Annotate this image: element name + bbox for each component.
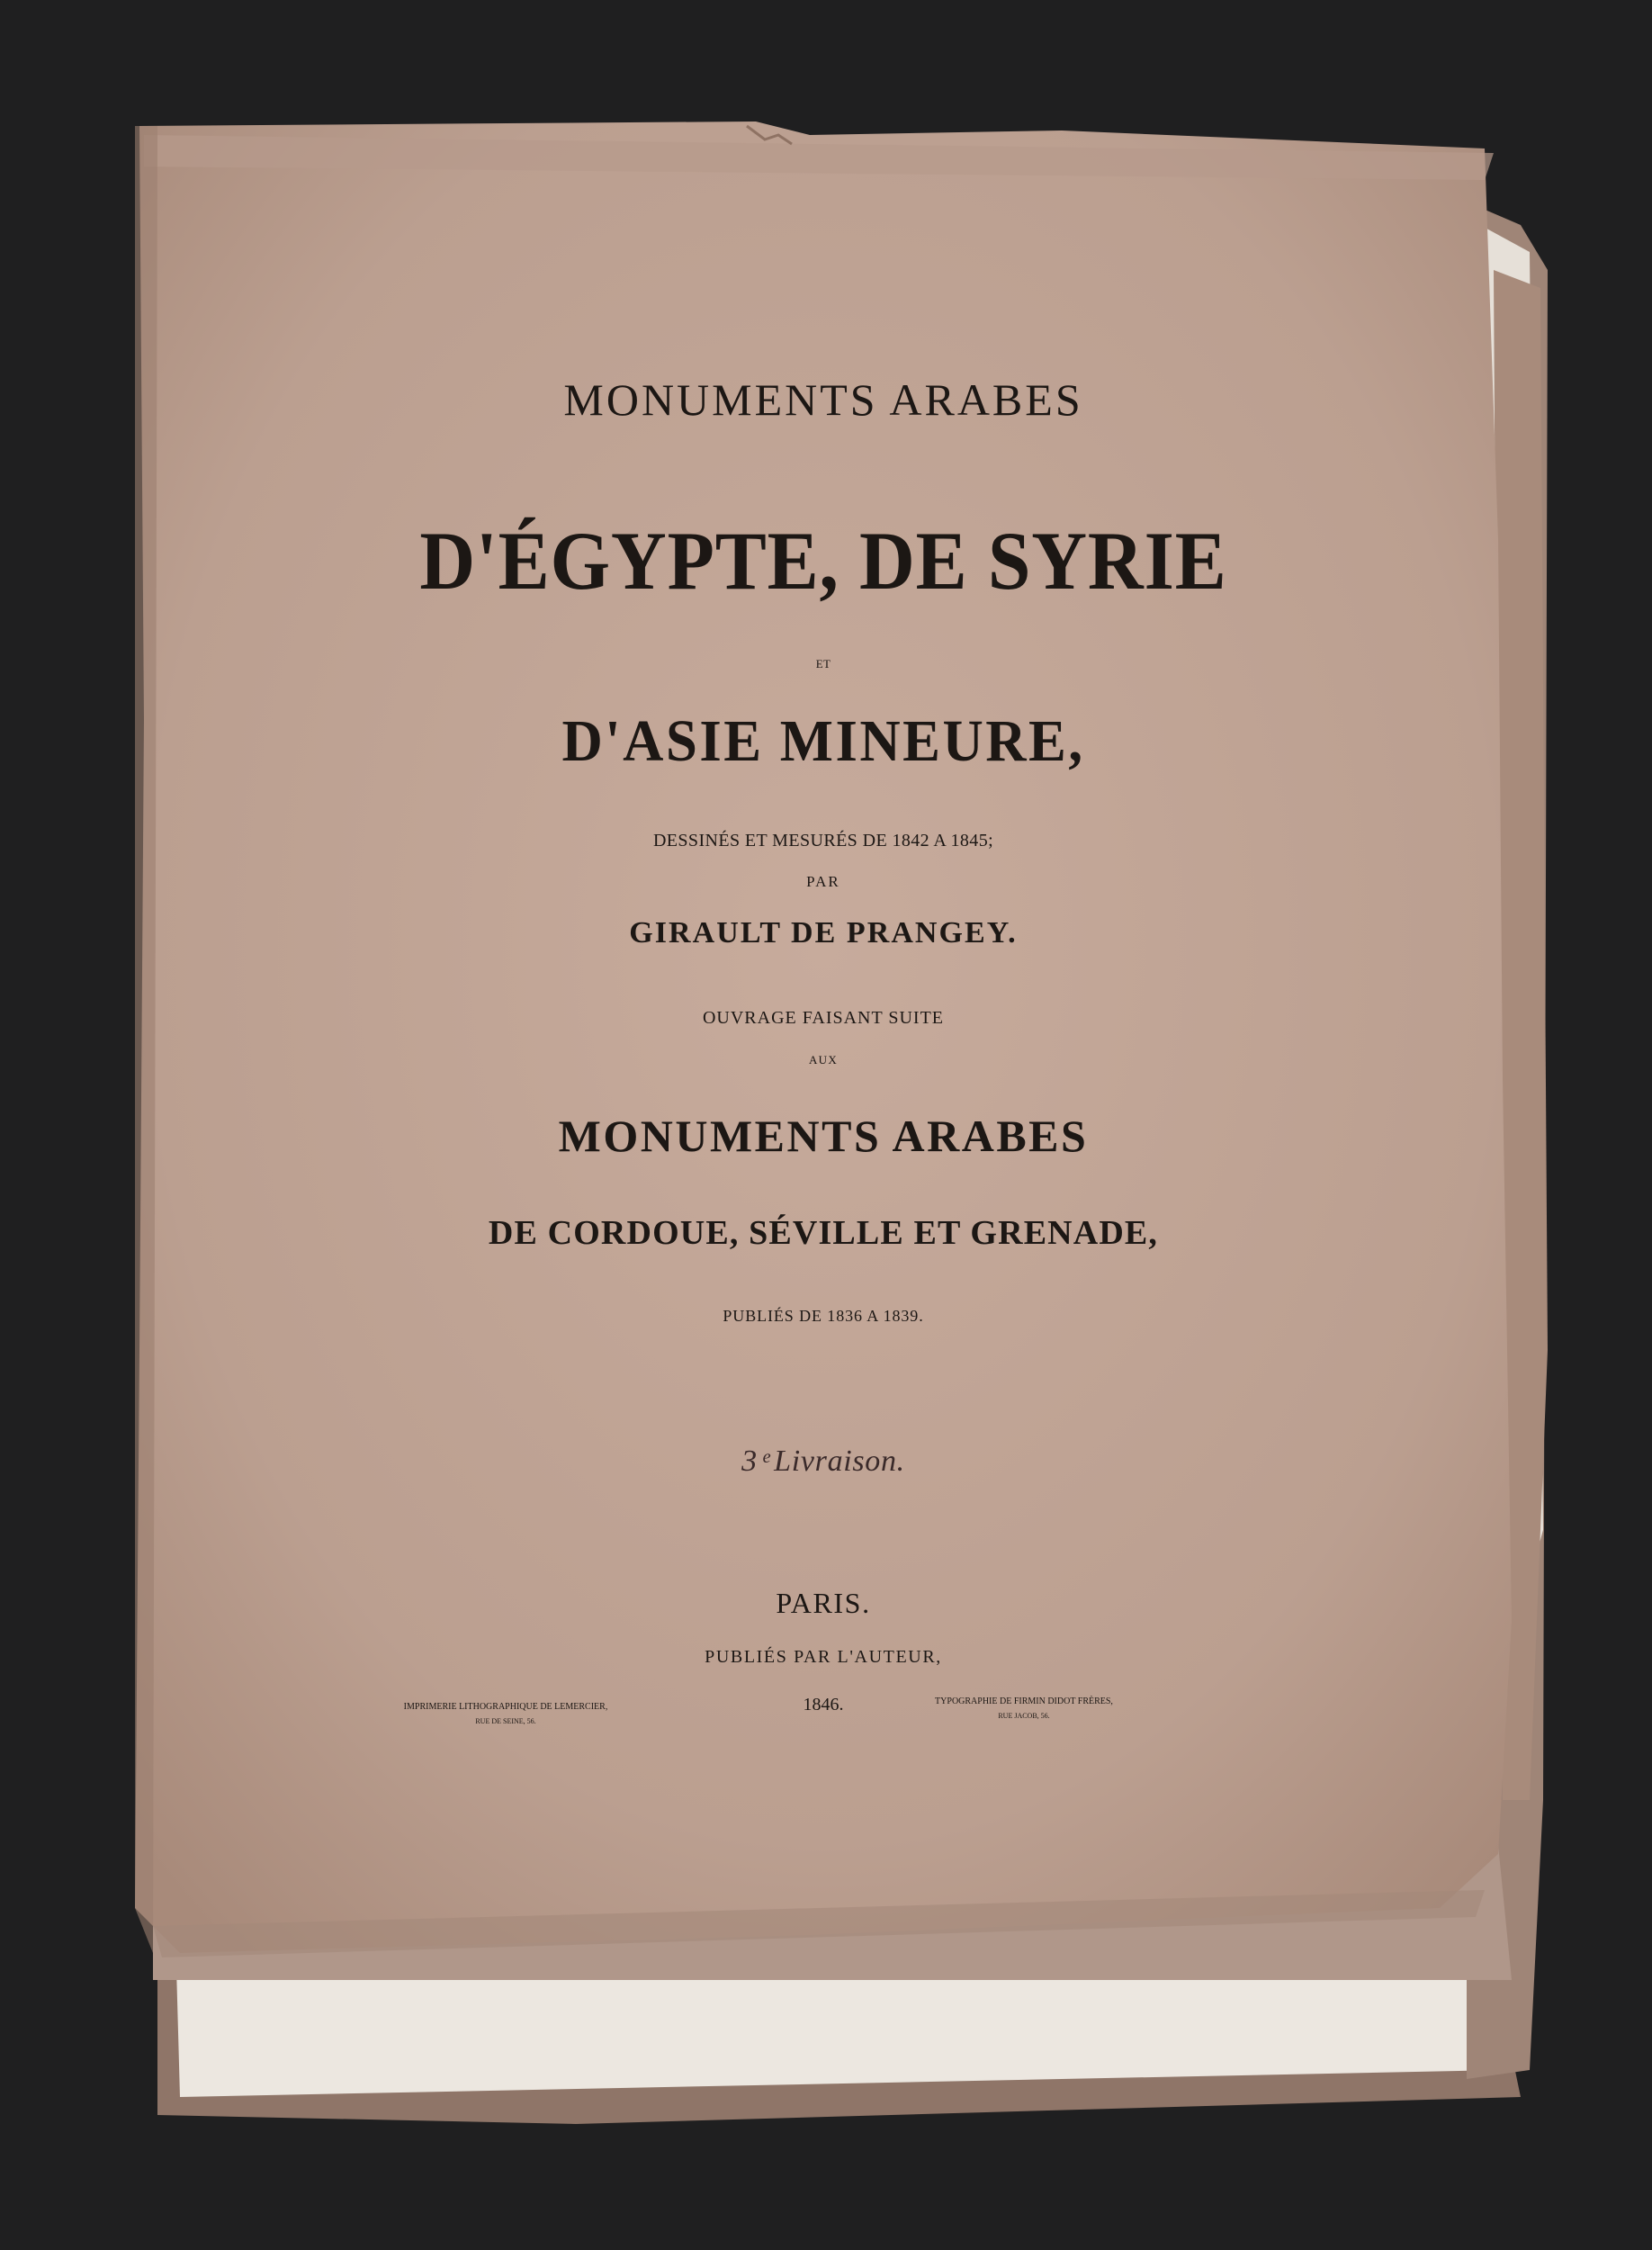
livraison-handwritten: 3 ͤ Livraison. bbox=[741, 1444, 905, 1478]
series-places: DE CORDOUE, SÉVILLE ET GRENADE, bbox=[488, 1214, 1159, 1252]
title-page bbox=[135, 117, 1512, 1953]
subtitle-dates: DESSINÉS ET MESURÉS DE 1842 A 1845; bbox=[652, 831, 994, 850]
imprint-right bbox=[889, 1695, 1159, 1724]
city: PARIS. bbox=[776, 1587, 871, 1619]
series-title: MONUMENTS ARABES bbox=[558, 1111, 1089, 1161]
title-main: D'ÉGYPTE, DE SYRIE bbox=[419, 515, 1227, 607]
imprint-right-line-2: RUE JACOB, 56. bbox=[998, 1712, 1050, 1720]
title-conjunction: ET bbox=[815, 657, 831, 670]
imprint-right-line-1: TYPOGRAPHIE DE FIRMIN DIDOT FRÈRES, bbox=[935, 1696, 1113, 1706]
title-line-1: MONUMENTS ARABES bbox=[563, 374, 1083, 425]
imprint-left-line-1: IMPRIMERIE LITHOGRAPHIQUE DE LEMERCIER, bbox=[403, 1702, 608, 1712]
publisher: PUBLIÉS PAR L'AUTEUR, bbox=[705, 1647, 942, 1667]
author-name: GIRAULT DE PRANGEY. bbox=[629, 916, 1018, 950]
series-dates: PUBLIÉS DE 1836 A 1839. bbox=[723, 1307, 924, 1325]
title-line-4: D'ASIE MINEURE, bbox=[561, 708, 1085, 774]
imprint-block bbox=[135, 1688, 1512, 1742]
series-note: OUVRAGE FAISANT SUITE bbox=[702, 1008, 945, 1028]
subtitle-par: PAR bbox=[806, 873, 840, 890]
imprint-left-line-2: RUE DE SEINE, 56. bbox=[475, 1717, 536, 1725]
series-aux: AUX bbox=[808, 1053, 839, 1066]
publication-year: 1846. bbox=[803, 1695, 844, 1714]
